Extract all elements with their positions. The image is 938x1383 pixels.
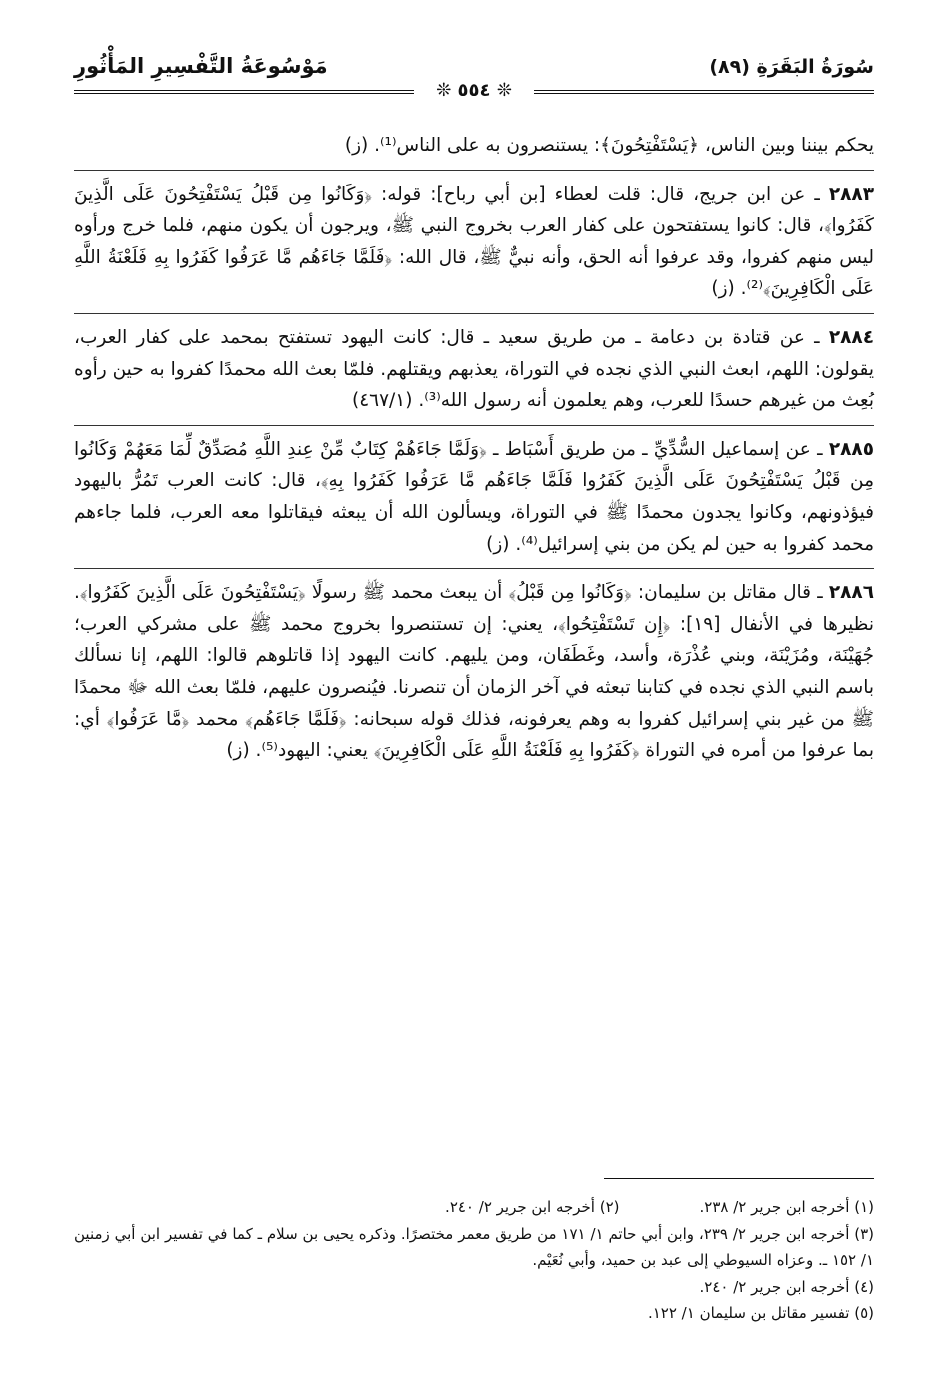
athar-number: ٢٨٨٥ — [828, 438, 874, 460]
paragraph-continuation — [74, 130, 874, 162]
paragraph-text: ـ عن ابن جريج، قال: قلت لعطاء [بن أبي رباح]: قوله: ﴿وَكَانُوا مِن قَبْلُ يَسْتَفْتِحُونَ عَلَى الَّذِينَ كَفَرُوا﴾، قال: كانوا يستفتحون على كفار العرب بخروج النبي ﷺ، ويرجون أن يكون منهم، فلما خرج ورأوه ليس منهم كفروا، وقد عرفوا أنه الحق، وأنه نبيٌّ ﷺ، قال الله: ﴿فَلَمَّا جَاءَهُم مَّا عَرَفُوا كَفَرُوا بِهِ فَلَعْنَةُ اللَّهِ عَلَى الْكَافِرِينَ﴾⁽²⁾. (ز) — [74, 183, 874, 300]
surah-title: سُورَةُ البَقَرَةِ (٨٩) — [709, 56, 874, 78]
paragraph-text: يحكم بيننا وبين الناس، ﴿يَسْتَفْتِحُونَ﴾: يستنصرون به على الناس⁽¹⁾. (ز) — [344, 135, 874, 156]
paragraph-text: ـ عن إسماعيل السُّدِّيِّ ـ من طريق أَسْبَاط ـ ﴿وَلَمَّا جَاءَهُمْ كِتَابٌ مِّنْ عِندِ اللَّهِ مُصَدِّقٌ لِّمَا مَعَهُمْ وَكَانُوا مِن قَبْلُ يَسْتَفْتِحُونَ عَلَى الَّذِينَ كَفَرُوا فَلَمَّا جَاءَهُم مَّا عَرَفُوا كَفَرُوا بِهِ﴾، قال: كانت العرب تَمُرُّ باليهود فيؤذونهم، وكانوا يجدون محمدًا ﷺ في التوراة، ويسألون الله أن يبعثه فيقاتلوا معه العرب، فلما جاءهم محمد كفروا به حين لم يكن من بني إسرائيل⁽⁴⁾. (ز) — [74, 438, 874, 555]
header-rule-right — [534, 90, 874, 94]
separator — [74, 425, 874, 426]
header-rule-left — [74, 90, 414, 94]
separator — [74, 170, 874, 171]
separator — [74, 313, 874, 314]
book-title: مَوْسُوعَةُ التَّفْسِيرِ المَأْثُورِ — [74, 54, 328, 78]
paragraph-text: ـ قال مقاتل بن سليمان: ﴿وَكَانُوا مِن قَبْلُ﴾ أن يبعث محمد ﷺ رسولًا ﴿يَسْتَفْتِحُونَ عَلَى الَّذِينَ كَفَرُوا﴾. نظيرها في الأنفال [١٩]: ﴿إِن تَسْتَفْتِحُوا﴾، يعني: إن تستنصروا بخروج محمد ﷺ على مشركي العرب؛ جُهَيْنَة، ومُزَيْنَة، وبني عُذْرَة، وأسد، وغَطَفَان، ومن يليهم. كانت اليهود إذا قاتلوهم قالوا: اللهم، إنا نسألك باسم النبي الذي نجده في كتابنا تبعثه في آخر الزمان أن تنصرنا. فيُنصرون عليهم، فلمّا بعث الله ﷻ محمدًا ﷺ من غير بني إسرائيل كفروا به وهم يعرفونه، فذلك قوله سبحانه: ﴿فَلَمَّا جَاءَهُم﴾ محمد ﴿مَّا عَرَفُوا﴾ أي: بما عرفوا من أمره في التوراة ﴿كَفَرُوا بِهِ فَلَعْنَةُ اللَّهِ عَلَى الْكَافِرِينَ﴾ يعني: اليهود⁽⁵⁾. (ز) — [74, 582, 875, 762]
paragraph-2885 — [74, 434, 874, 560]
page-number-value: ٥٥٤ — [457, 80, 491, 101]
paragraph-2883 — [74, 179, 874, 305]
book-page — [74, 52, 874, 100]
paragraph-2884 — [74, 322, 874, 417]
footnote-3: (٣) أخرجه ابن جرير ٢/ ٢٣٩، وابن أبي حاتم ١/ ١٧١ من طريق معمر مختصرًا. وذكره يحيى بن سلام ـ كما في تفسير ابن أبي زمنين ١/ ١٥٢ ـ. وعزاه السيوطي إلى عبد بن حميد، وأبي نُعَيْم. — [74, 1224, 875, 1269]
paragraph-2886 — [74, 577, 874, 767]
athar-number: ٢٨٨٤ — [828, 326, 874, 348]
header-rule — [74, 80, 874, 102]
footnote-4: (٤) أخرجه ابن جرير ٢/ ٢٤٠. — [699, 1277, 874, 1296]
footnote-1: (١) أخرجه ابن جرير ٢/ ٢٣٨. — [699, 1198, 874, 1216]
athar-number: ٢٨٨٣ — [828, 183, 874, 205]
footnote-5: (٥) تفسير مقاتل بن سليمان ١/ ١٢٢. — [647, 1304, 874, 1322]
footnotes — [74, 1194, 874, 1327]
separator — [74, 568, 874, 569]
page-header — [74, 52, 874, 100]
athar-number: ٢٨٨٦ — [828, 582, 874, 604]
main-text — [74, 130, 874, 767]
footnote-rule — [604, 1178, 874, 1179]
footnote-row — [74, 1194, 874, 1221]
page-number: ❊ ٥٥٤ ❊ — [436, 80, 512, 101]
paragraph-text: ـ عن قتادة بن دعامة ـ من طريق سعيد ـ قال: كانت اليهود تستفتح بمحمد على كفار العرب، يقولون: اللهم، ابعث النبي الذي نجده في التوراة، يعذبهم ويقتلهم. فلمّا بعث الله محمدًا كفروا به حين رأوه بُعِث من غيرهم حسدًا للعرب، وهم يعلمون أنه رسول الله⁽³⁾. (٤٦٧/١) — [74, 326, 874, 412]
footnote-2: (٢) أخرجه ابن جرير ٢/ ٢٤٠. — [445, 1198, 620, 1216]
